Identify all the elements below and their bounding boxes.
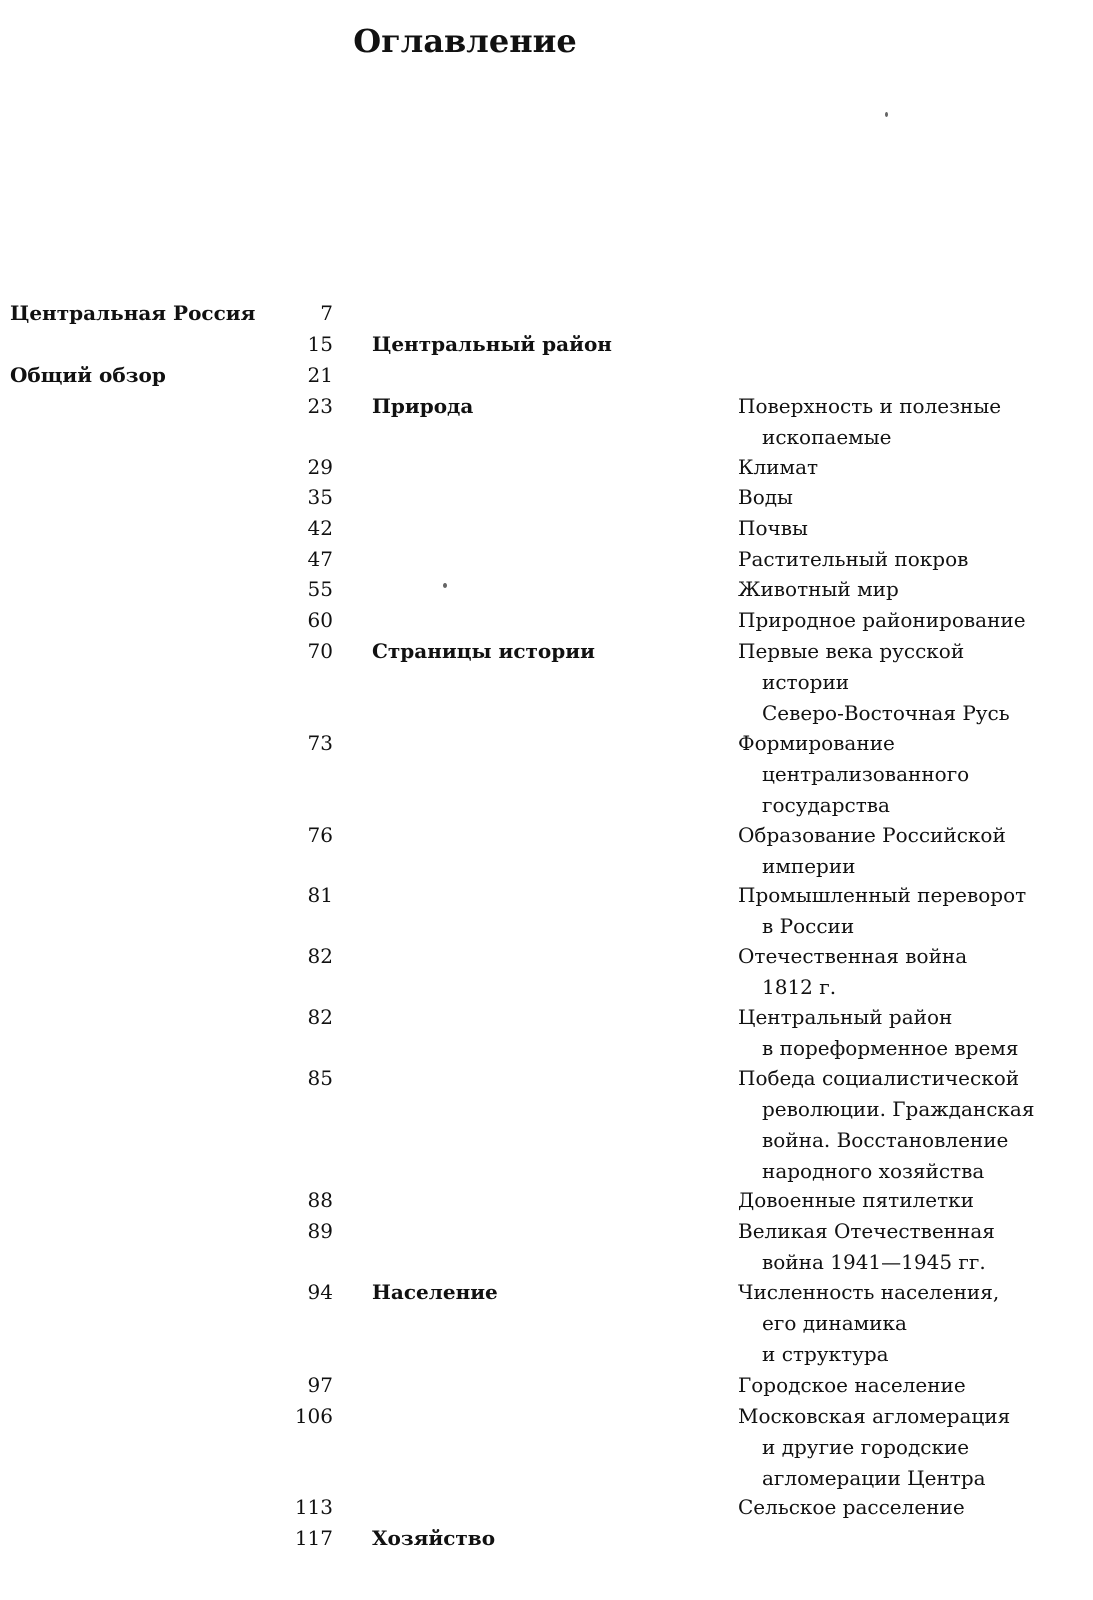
toc-page-number: 55 [307,577,333,601]
toc-topic-line: Сельское расселение [738,1495,965,1519]
toc-page-number: 60 [307,608,333,632]
toc-topic-title [738,482,1083,513]
toc-part-title: Общий обзор [10,363,166,387]
toc-topic-line: Численность населения, [738,1280,1000,1304]
toc-topic-line: война 1941—1945 гг. [762,1250,986,1274]
toc-page-number: 21 [307,363,333,387]
toc-topic-title [738,1370,1083,1401]
toc-topic-line: Великая Отечественная [738,1219,995,1243]
toc-topic-line: Природное районирование [738,608,1026,632]
toc-page-number: 94 [307,1280,333,1304]
toc-page-number: 7 [320,301,333,325]
toc-topic-line: Климат [738,455,819,479]
toc-page-number: 117 [294,1526,333,1550]
toc-topic-line: Московская агломерация [738,1404,1011,1428]
toc-topic-title [738,1185,1083,1216]
toc-page-number: 42 [307,516,333,540]
toc-page-number: 89 [307,1219,333,1243]
toc-topic-line: Образование Российской [738,823,1006,847]
toc-topic-line: 1812 г. [762,975,837,999]
toc-topic-line: Промышленный переворот [738,883,1027,907]
toc-page-number: 81 [307,883,333,907]
toc-page-number: 82 [307,1005,333,1029]
toc-topic-title [738,452,1083,483]
toc-topic-line: империи [762,854,856,878]
toc-topic-title [738,1063,1083,1187]
toc-topic-title [738,636,1083,729]
toc-topic-line: и структура [762,1342,889,1366]
toc-section-title: Население [372,1280,498,1304]
toc-page-number: 76 [307,823,333,847]
toc-topic-line: Растительный покров [738,547,969,571]
page-title: Оглавление [353,22,577,60]
toc-topic-line: централизованного [762,762,970,786]
toc-section-title: Хозяйство [372,1526,496,1550]
toc-section-title: Природа [372,394,474,418]
toc-topic-title [738,391,1083,453]
toc-topic-title [738,605,1083,636]
toc-topic-line: Победа социалистической [738,1066,1020,1090]
toc-topic-title [738,880,1083,942]
toc-topic-title [738,513,1083,544]
toc-topic-title [738,820,1083,882]
toc-page-number: 29 [307,455,333,479]
toc-topic-line: государства [762,793,890,817]
toc-topic-line: его динамика [762,1311,907,1335]
toc-topic-line: Довоенные пятилетки [738,1188,974,1212]
toc-topic-line: Формирование [738,731,895,755]
print-speck [443,583,447,588]
toc-topic-title [738,941,1083,1003]
toc-page-number: 70 [307,639,333,663]
toc-topic-line: Воды [738,485,793,509]
toc-page-number: 15 [307,332,333,356]
toc-topic-line: Поверхность и полезные [738,394,1002,418]
toc-page-number: 88 [307,1188,333,1212]
toc-topic-line: народного хозяйства [762,1159,985,1183]
toc-topic-line: Первые века русской [738,639,965,663]
toc-topic-line: агломерации Центра [762,1466,986,1490]
toc-page-number: 85 [307,1066,333,1090]
toc-topic-line: Отечественная война [738,944,968,968]
toc-topic-title [738,574,1083,605]
toc-topic-line: Северо-Восточная Русь [762,701,1010,725]
toc-topic-line: Животный мир [738,577,899,601]
toc-section-title: Страницы истории [372,639,595,663]
print-speck [885,112,888,117]
toc-topic-title [738,1002,1083,1064]
toc-topic-title [738,728,1083,821]
toc-page-number: 23 [307,394,333,418]
toc-page-number: 82 [307,944,333,968]
toc-page-number: 106 [294,1404,333,1428]
toc-topic-line: истории [762,670,850,694]
toc-section-title: Центральный район [372,332,612,356]
toc-topic-line: Городское население [738,1373,966,1397]
toc-page-number: 73 [307,731,333,755]
toc-topic-title [738,1401,1083,1494]
toc-topic-line: Почвы [738,516,808,540]
toc-topic-title [738,544,1083,575]
toc-topic-line: Центральный район [738,1005,953,1029]
toc-topic-line: в России [762,914,855,938]
toc-topic-line: и другие городские [762,1435,970,1459]
toc-part-title: Центральная Россия [10,301,256,325]
toc-page-number: 47 [307,547,333,571]
toc-topic-line: война. Восстановление [762,1128,1009,1152]
toc-topic-title [738,1216,1083,1278]
toc-page-number: 35 [307,485,333,509]
toc-topic-line: ископаемые [762,425,892,449]
toc-topic-title [738,1492,1083,1523]
toc-page-number: 113 [294,1495,333,1519]
toc-topic-line: в пореформенное время [762,1036,1019,1060]
toc-topic-title [738,1277,1083,1370]
toc-topic-line: революции. Гражданская [762,1097,1035,1121]
toc-page-number: 97 [307,1373,333,1397]
